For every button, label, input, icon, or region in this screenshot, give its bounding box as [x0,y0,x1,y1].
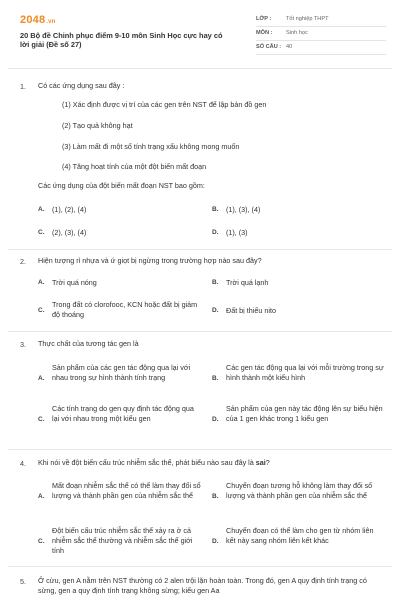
option-label: B. [212,375,219,382]
question-number: 2. [20,257,26,266]
question-text: Có các ứng dụng sau đây : [38,81,125,90]
option-text: Sản phẩm của các gen tác động qua lại với nhau trong sự hình thành tính trạng [52,363,191,382]
option-label: B. [212,206,219,213]
question-text-end: ? [265,458,270,467]
meta-count [256,42,386,55]
question-text: Hiện tượng rỉ nhựa và ứ giọt bị ngừng trong trường hợp nào sau đây? [38,256,262,265]
option-text: Sản phẩm của gen này tác động lên sự biểu hiện của 1 gen khác trong 1 kiểu gen [226,404,383,423]
option-text: Đột biến cấu trúc nhiễm sắc thể xảy ra ở cả nhiễm sắc thể thường và nhiễm sắc thể giới tính [52,526,193,555]
question-text: Ở cừu, gen A nằm trên NST thường có 2 alen trội lặn hoàn toàn. Trong đó, gen A quy định tính trạng có sừng, gen a quy định tính trạng không sừng; kiểu gen Aa [38,576,367,595]
meta-class [256,14,386,27]
option-text: Trời quá nóng [52,278,97,287]
meta-count-value: 40 [286,44,293,50]
question-number: 5. [20,577,26,586]
option-text: Đất bị thiếu nito [226,306,276,315]
option-text: Chuyển đoạn tương hỗ không làm thay đổi số lượng và thành phần gen của nhiễm sắc thể [226,481,373,500]
divider [8,566,392,567]
option-text: Các tính trạng do gen quy định tác động qua lại với nhau trong một kiểu gen [52,404,194,423]
header [0,0,400,66]
option-label: C. [38,416,45,423]
option-text: Trời quá lạnh [226,278,269,287]
meta-class-key: LỚP : [256,16,272,22]
option-label: A. [38,279,45,286]
option-text: (2), (3), (4) [52,228,87,237]
option-label: B. [212,279,219,286]
question-text [38,458,382,468]
option-label: A. [38,206,45,213]
option-text: (1), (3), (4) [226,205,261,214]
logo-text: 2048 [20,14,46,26]
logo-suffix: .vn [46,19,56,25]
divider [8,449,392,450]
meta-subject [256,28,386,41]
option-text: Chuyển đoạn có thể làm cho gen từ nhóm liên kết này sang nhóm liên kết khác [226,526,374,545]
question-number: 3. [20,340,26,349]
option-label: C. [38,229,45,236]
option-label: D. [212,416,219,423]
document-title: 20 Bộ đề Chinh phục điểm 9-10 môn Sinh Học cực hay có lời giải (Đề số 27) [20,31,223,49]
question-text-emphasis: sai [255,458,266,467]
option-label: A. [38,493,45,500]
option-label: A. [38,375,45,382]
statement-4: (4) Tăng hoạt tính của một đột biến mất đoạn [62,162,207,171]
option-label: B. [212,493,219,500]
option-text: (1), (2), (4) [52,205,87,214]
option-label: D. [212,229,219,236]
question-text: Thực chất của tương tác gen là [38,339,139,348]
option-label: C. [38,538,45,545]
question-prompt: Các ứng dụng của đột biến mất đoạn NST bao gồm: [38,181,205,190]
statement-1: (1) Xác định được vị trí của các gen trên NST để lập bản đồ gen [62,100,267,109]
statement-2: (2) Tạo quả không hạt [62,121,133,130]
question-number: 1. [20,82,26,91]
option-label: D. [212,538,219,545]
meta-subject-key: MÔN : [256,30,273,36]
meta-class-value: Tốt nghiệp THPT [286,16,329,22]
meta-subject-value: Sinh học [286,30,308,36]
question-text-main: Khi nói về đột biến cấu trúc nhiễm sắc thể, phát biểu nào sau đây là [38,458,256,467]
option-label: C. [38,307,45,314]
option-text: Mất đoạn nhiễm sắc thể có thể làm thay đổi số lượng và thành phần gen của nhiễm sắc thể [52,481,201,500]
meta-count-key: SỐ CÂU : [256,44,282,50]
question-number: 4. [20,459,26,468]
divider [8,249,392,250]
site-logo[interactable] [20,14,56,26]
divider [8,68,392,69]
divider [8,331,392,332]
option-text: Các gen tác động qua lại với mỗi trường trong sự hình thành một kiểu hình [226,363,384,382]
option-label: D. [212,307,219,314]
option-text: (1), (3) [226,228,248,237]
statement-3: (3) Làm mất đi một số tính trạng xấu không mong muốn [62,142,240,151]
option-text: Trong đất có clorofooc, KCN hoặc đất bị giảm độ thoáng [52,300,198,319]
